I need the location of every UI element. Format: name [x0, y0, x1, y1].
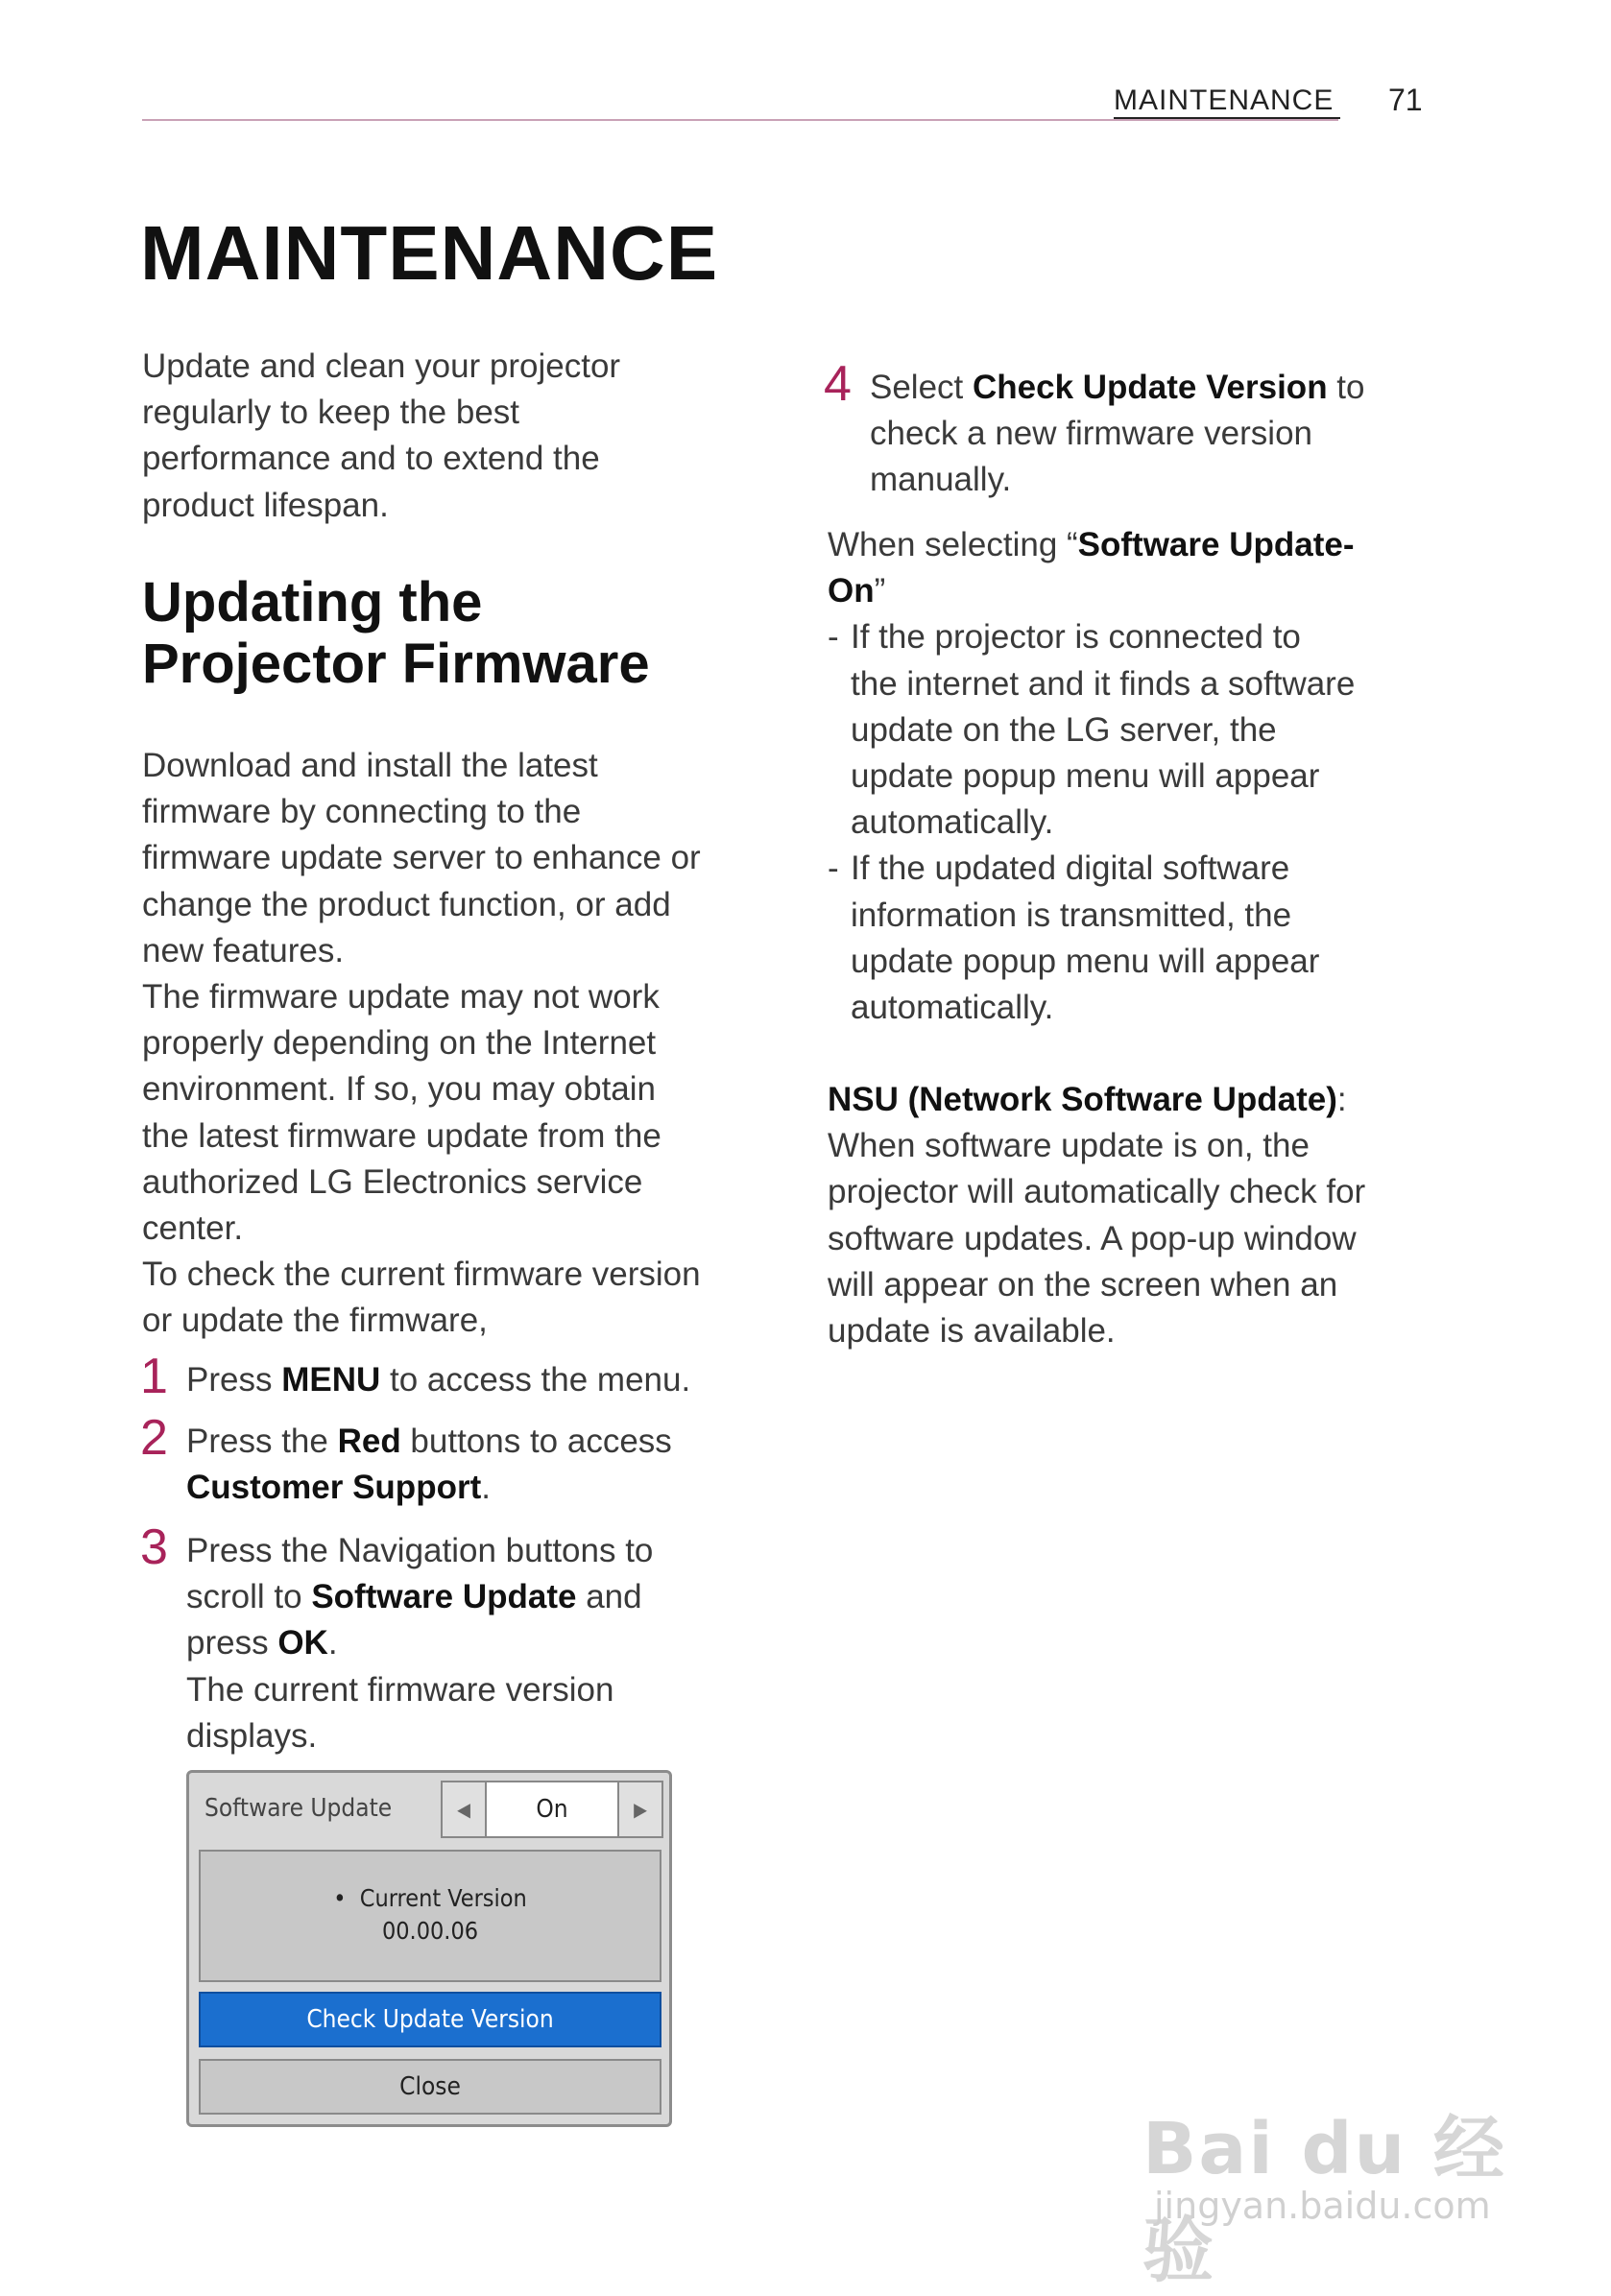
intro-line: product lifespan. — [142, 486, 389, 524]
step-text: Select — [870, 369, 973, 406]
step-text: press — [186, 1624, 278, 1662]
nsu-line: software updates. A pop-up window — [828, 1219, 1357, 1257]
close-button[interactable]: Close — [199, 2059, 661, 2115]
step-text: scroll to — [186, 1578, 312, 1616]
section-title-line: Projector Firmware — [142, 633, 650, 695]
nsu-paragraph — [828, 1077, 1365, 1354]
note-bullet — [828, 614, 1355, 846]
step-1-number: 1 — [140, 1349, 168, 1404]
step-text: Press the Navigation buttons to — [186, 1532, 654, 1569]
bullet-line: - If the projector is connected to — [851, 618, 1301, 657]
step-2-text — [186, 1419, 672, 1511]
section-title — [142, 572, 650, 695]
nsu-line: When software update is on, the — [828, 1127, 1310, 1165]
software-update-menu — [186, 1770, 672, 2127]
bullet-line: update popup menu will appear — [851, 942, 1320, 980]
running-header: MAINTENANCE — [1114, 84, 1334, 116]
step-3-text — [186, 1528, 653, 1759]
note-bullet-list — [828, 614, 1355, 1031]
step-text: . — [481, 1469, 491, 1507]
page-number: 71 — [1388, 83, 1423, 117]
step-keyword: Software Update — [311, 1578, 577, 1616]
step-text: Press the — [186, 1423, 338, 1460]
step-4-text — [870, 365, 1365, 504]
bullet-line: update on the LG server, the — [851, 710, 1277, 749]
current-version-panel — [199, 1850, 661, 1982]
bullet-line: update popup menu will appear — [851, 757, 1320, 796]
section-title-line: Updating the — [142, 571, 483, 634]
step-1-text — [186, 1357, 690, 1403]
step-2-number: 2 — [140, 1410, 168, 1466]
nsu-line: will appear on the screen when an — [828, 1265, 1338, 1303]
nsu-title: NSU (Network Software Update) — [828, 1081, 1337, 1118]
note-keyword: On — [828, 572, 875, 610]
body-line: center. — [142, 1209, 244, 1248]
right-arrow-icon[interactable]: ▶ — [617, 1782, 661, 1836]
step-text: check a new firmware version — [870, 415, 1312, 453]
body-line: To check the current firmware version — [142, 1256, 701, 1294]
current-version-label: Current Version — [359, 1884, 527, 1912]
intro-line: performance and to extend the — [142, 440, 600, 478]
check-update-version-button[interactable]: Check Update Version — [199, 1992, 661, 2047]
page-title: MAINTENANCE — [140, 210, 719, 296]
nsu-line: projector will automatically check for — [828, 1173, 1366, 1211]
current-version-value: 00.00.06 — [381, 1917, 479, 1945]
watermark-url: jingyan.baidu.com — [1154, 2185, 1491, 2227]
step-keyword: Check Update Version — [973, 369, 1328, 406]
note-bullet — [828, 846, 1355, 1031]
intro-paragraph — [142, 344, 620, 529]
body-line: the latest firmware update from the — [142, 1116, 661, 1155]
step-text: to access the menu. — [380, 1361, 691, 1399]
intro-line: Update and clean your projector — [142, 347, 621, 385]
step-text: displays. — [186, 1716, 318, 1755]
step-text: and — [576, 1578, 642, 1616]
note-text: ” — [874, 572, 886, 610]
step-text: The current firmware version — [186, 1670, 614, 1709]
step-text: to — [1327, 369, 1365, 406]
body-line: authorized LG Electronics service — [142, 1162, 643, 1201]
left-arrow-icon[interactable]: ◀ — [443, 1782, 487, 1836]
bullet-line: automatically. — [851, 803, 1054, 842]
body-line: firmware by connecting to the — [142, 793, 582, 831]
step-text: Press — [186, 1361, 282, 1399]
when-selecting-note — [828, 522, 1355, 1031]
bullet-line: information is transmitted, the — [851, 896, 1292, 934]
note-text: When selecting “ — [828, 526, 1078, 563]
baidu-watermark — [1142, 2062, 1527, 2292]
bullet-icon: • — [333, 1884, 347, 1912]
header-rule — [142, 119, 1338, 121]
step-4-number: 4 — [824, 356, 852, 412]
step-keyword: OK — [277, 1624, 328, 1662]
nsu-colon: : — [1336, 1081, 1347, 1118]
watermark-logo-text: Bai du 经验 — [1142, 2108, 1506, 2292]
selector-value: On — [536, 1795, 568, 1824]
step-text: . — [327, 1624, 338, 1662]
step-keyword: Customer Support — [186, 1469, 482, 1507]
software-update-selector[interactable] — [441, 1781, 663, 1838]
note-keyword: Software Update- — [1077, 526, 1355, 563]
body-paragraph — [142, 743, 701, 1345]
menu-label: Software Update — [204, 1794, 393, 1823]
intro-line: regularly to keep the best — [142, 394, 520, 432]
step-text: buttons to access — [400, 1423, 672, 1460]
step-3-number: 3 — [140, 1519, 168, 1575]
bullet-line: the internet and it finds a software — [851, 664, 1356, 703]
step-keyword: MENU — [281, 1361, 381, 1399]
body-line: properly depending on the Internet — [142, 1024, 657, 1063]
body-line: or update the firmware, — [142, 1302, 488, 1340]
body-line: environment. If so, you may obtain — [142, 1070, 656, 1109]
body-line: new features. — [142, 931, 345, 969]
step-keyword: Red — [337, 1423, 401, 1460]
body-line: The firmware update may not work — [142, 978, 660, 1016]
step-text: manually. — [870, 461, 1012, 499]
body-line: firmware update server to enhance or — [142, 839, 701, 877]
running-header-underline — [1114, 117, 1340, 119]
bullet-line: automatically. — [851, 989, 1054, 1027]
body-line: Download and install the latest — [142, 747, 598, 784]
nsu-line: update is available. — [828, 1312, 1116, 1351]
current-version-label-row — [201, 1884, 660, 1912]
body-line: change the product function, or add — [142, 885, 671, 923]
bullet-line: - If the updated digital software — [851, 849, 1290, 888]
